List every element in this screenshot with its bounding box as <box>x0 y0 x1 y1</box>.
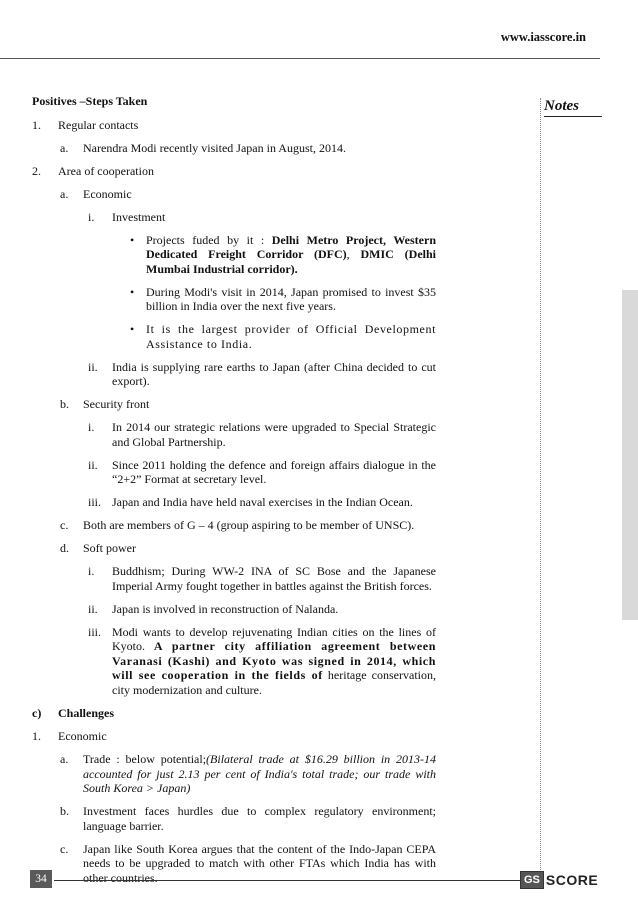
logo-score: SCORE <box>545 871 599 888</box>
list-item <box>32 118 436 133</box>
item-number: b. <box>60 397 69 411</box>
list-item <box>32 842 436 886</box>
item-text: Buddhism; During WW-2 INA of SC Bose and the Japanese Imperial Army fought together in battles against the British forces. <box>112 564 436 593</box>
footer-rule <box>54 880 522 881</box>
item-number: c) <box>32 705 42 720</box>
item-text: Japan like South Korea argues that the content of the Indo-Japan CEPA needs to be upgraded to match with other FTAs which India has with other countries. <box>83 841 436 885</box>
item-number: c. <box>60 841 69 856</box>
item-text: India is supplying rare earths to Japan (after China decided to cut export). <box>112 359 436 388</box>
bullet-item <box>32 322 436 351</box>
list-item <box>32 397 436 412</box>
bullet-item <box>32 285 436 314</box>
item-text: Investment <box>112 209 166 224</box>
text-run: Trade : below potential; <box>83 752 207 766</box>
item-text: Both are members of G – 4 (group aspiring to be member of UNSC). <box>83 518 415 532</box>
bullet-item <box>32 233 436 277</box>
item-number: ii. <box>88 457 98 472</box>
item-number: a. <box>60 186 69 201</box>
item-number: iii. <box>88 495 102 509</box>
item-number: i. <box>88 420 95 434</box>
item-text: Since 2011 holding the defence and foreign affairs dialogue in the “2+2” Format at secretary level. <box>112 457 436 486</box>
list-item <box>32 518 436 533</box>
header-rule <box>0 58 600 59</box>
text-run: , <box>346 247 361 261</box>
list-item <box>32 141 436 156</box>
bullet-icon: • <box>130 232 135 247</box>
bullet-icon: • <box>130 322 135 336</box>
item-number: c. <box>60 518 69 532</box>
item-number: ii. <box>88 359 98 374</box>
item-number: 1. <box>32 117 41 132</box>
challenges-heading <box>32 706 436 721</box>
italic-run: (Bilateral trade at $16.29 billion in 2013-14 accounted for just 2.13 per cent of India's total trade; our trade with South Korea > Japan) <box>83 752 436 795</box>
item-number: i. <box>88 564 95 578</box>
main-content <box>32 94 436 894</box>
list-item <box>32 729 436 744</box>
item-text: It is the largest provider of Official Development Assistance to India. <box>146 322 436 351</box>
text-run: Modi wants to develop rejuvenating Indian cities on the lines of Kyoto. <box>112 624 436 653</box>
list-item <box>32 625 436 698</box>
page-number: 34 <box>30 870 52 888</box>
item-text: Investment faces hurdles due to complex regulatory environment; language barrier. <box>83 804 436 833</box>
item-number: 1. <box>32 729 41 743</box>
item-number: a. <box>60 140 69 155</box>
list-item <box>32 495 436 510</box>
item-text: Security front <box>83 397 150 411</box>
item-number: ii. <box>88 601 98 616</box>
item-number: a. <box>60 752 69 766</box>
item-text: Area of cooperation <box>58 163 154 178</box>
bold-run: DMIC (Delhi Mumbai Industrial corridor). <box>146 247 436 276</box>
item-number: b. <box>60 804 69 818</box>
item-text: Economic <box>83 186 132 201</box>
positives-heading: Positives –Steps Taken <box>32 94 148 108</box>
list-item <box>32 804 436 833</box>
list-item <box>32 420 436 449</box>
item-number: iii. <box>88 624 102 639</box>
bold-run: A partner city affiliation agreement between Varanasi (Kashi) and Kyoto was signed in 2014, which will see cooperation in the fields of <box>112 639 437 682</box>
item-number: d. <box>60 541 69 555</box>
text-run: Projects fuded by it : <box>146 232 272 247</box>
list-item <box>32 187 436 202</box>
item-text: Narendra Modi recently visited Japan in August, 2014. <box>83 140 346 155</box>
website-url: www.iasscore.in <box>500 30 586 44</box>
list-item <box>32 458 436 487</box>
item-text: Japan and India have held naval exercises in the Indian Ocean. <box>112 495 413 509</box>
item-text: Challenges <box>58 705 115 720</box>
item-text: In 2014 our strategic relations were upgraded to Special Strategic and Global Partnership. <box>112 420 436 449</box>
list-item <box>32 164 436 179</box>
list-item <box>32 564 436 593</box>
bold-run: Delhi Metro Project, Western Dedicated Freight Corridor (DFC) <box>146 232 436 261</box>
item-number: 2. <box>32 163 41 178</box>
item-text: Japan is involved in reconstruction of Nalanda. <box>112 601 339 616</box>
item-text: During Modi's visit in 2014, Japan promised to invest $35 billion in India over the next five years. <box>146 284 436 313</box>
bullet-icon: • <box>130 284 135 299</box>
item-number: i. <box>88 209 95 224</box>
gs-score-logo <box>520 870 598 889</box>
list-item <box>32 360 436 389</box>
item-text: Soft power <box>83 541 136 555</box>
notes-label: Notes <box>544 98 602 117</box>
list-item <box>32 210 436 225</box>
side-tab <box>622 290 638 620</box>
text-run: heritage conservation, city modernization and culture. <box>112 668 436 697</box>
notes-divider <box>540 98 541 878</box>
list-item <box>32 752 436 796</box>
item-text: Economic <box>58 729 107 743</box>
item-text: Regular contacts <box>58 117 139 132</box>
item-text <box>83 752 436 796</box>
item-text <box>146 233 436 277</box>
list-item <box>32 541 436 556</box>
logo-gs: GS <box>520 871 544 889</box>
item-text <box>112 625 436 698</box>
list-item <box>32 602 436 617</box>
